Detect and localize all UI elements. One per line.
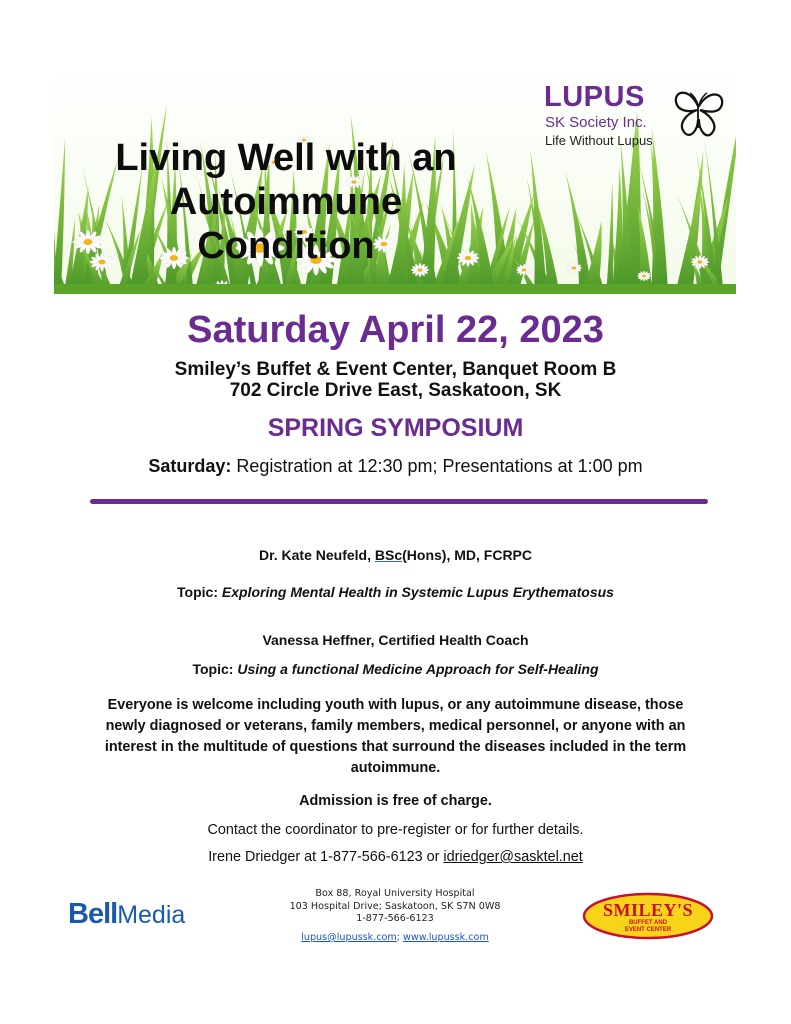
- title-line-2: Autoimmune: [169, 181, 403, 223]
- footer-email-link[interactable]: lupus@lupussk.com: [301, 932, 397, 943]
- logo-subtitle: SK Society Inc.: [545, 114, 647, 131]
- footer-links: lupus@lupussk.com; www.lupussk.com: [301, 932, 489, 943]
- event-venue: [0, 359, 791, 401]
- admission-note: Admission is free of charge.: [299, 793, 492, 809]
- butterfly-icon: [668, 86, 728, 142]
- schedule-text: Registration at 12:30 pm; Presentations at 1:00 pm: [236, 456, 643, 476]
- divider-rule: [90, 499, 708, 504]
- smileys-subtitle: BUFFET AND EVENT CENTER: [624, 920, 672, 933]
- contact-email-link[interactable]: idriedger@sasktel.net: [443, 849, 583, 865]
- speaker-1-topic: Topic: Exploring Mental Health in Systemic Lupus Erythematosus: [177, 584, 614, 600]
- schedule-label: Saturday:: [148, 456, 232, 476]
- footer-website-link[interactable]: www.lupussk.com: [403, 932, 489, 943]
- title-line-3: Condition: [197, 225, 375, 267]
- mailing-address: Box 88, Royal University Hospital 103 Hospital Drive; Saskatoon, SK S7N 0W8 1-877-566-6123: [289, 888, 501, 924]
- media-word: Media: [117, 901, 186, 929]
- bell-word: Bell: [68, 898, 118, 930]
- contact-line-2: Irene Driedger at 1-877-566-6123 or idriedger@sasktel.net: [208, 849, 583, 865]
- speaker-2-topic: Topic: Using a functional Medicine Approach for Self-Healing: [192, 661, 599, 677]
- event-schedule: [0, 455, 791, 477]
- bell-media-logo: [68, 896, 185, 936]
- event-date: Saturday April 22, 2023: [187, 309, 604, 351]
- event-title: [76, 136, 496, 268]
- lupus-sk-logo: [544, 82, 734, 156]
- venue-line-1: Smiley’s Buffet & Event Center, Banquet Room B: [174, 359, 617, 380]
- smileys-logo: [582, 892, 714, 940]
- venue-line-2: 702 Circle Drive East, Saskatoon, SK: [229, 380, 562, 401]
- logo-word: LUPUS: [544, 81, 645, 113]
- speaker-2-name: Vanessa Heffner, Certified Health Coach: [262, 632, 529, 648]
- title-line-1: Living Well with an: [115, 137, 457, 179]
- smileys-name: SMILEY'S: [602, 900, 694, 920]
- welcome-paragraph: Everyone is welcome including youth with lupus, or any autoimmune disease, those newly diagnosed or veterans, family members, medical personnel, or anyone with an interest in the multitude of questions that surround the diseases included in the term autoimmune.: [104, 697, 687, 776]
- logo-tagline: Life Without Lupus: [545, 133, 653, 148]
- contact-line-1: Contact the coordinator to pre-register or for further details.: [207, 822, 584, 838]
- symposium-heading: SPRING SYMPOSIUM: [267, 414, 524, 442]
- speaker-1-name: Dr. Kate Neufeld, BSc(Hons), MD, FCRPC: [258, 547, 533, 563]
